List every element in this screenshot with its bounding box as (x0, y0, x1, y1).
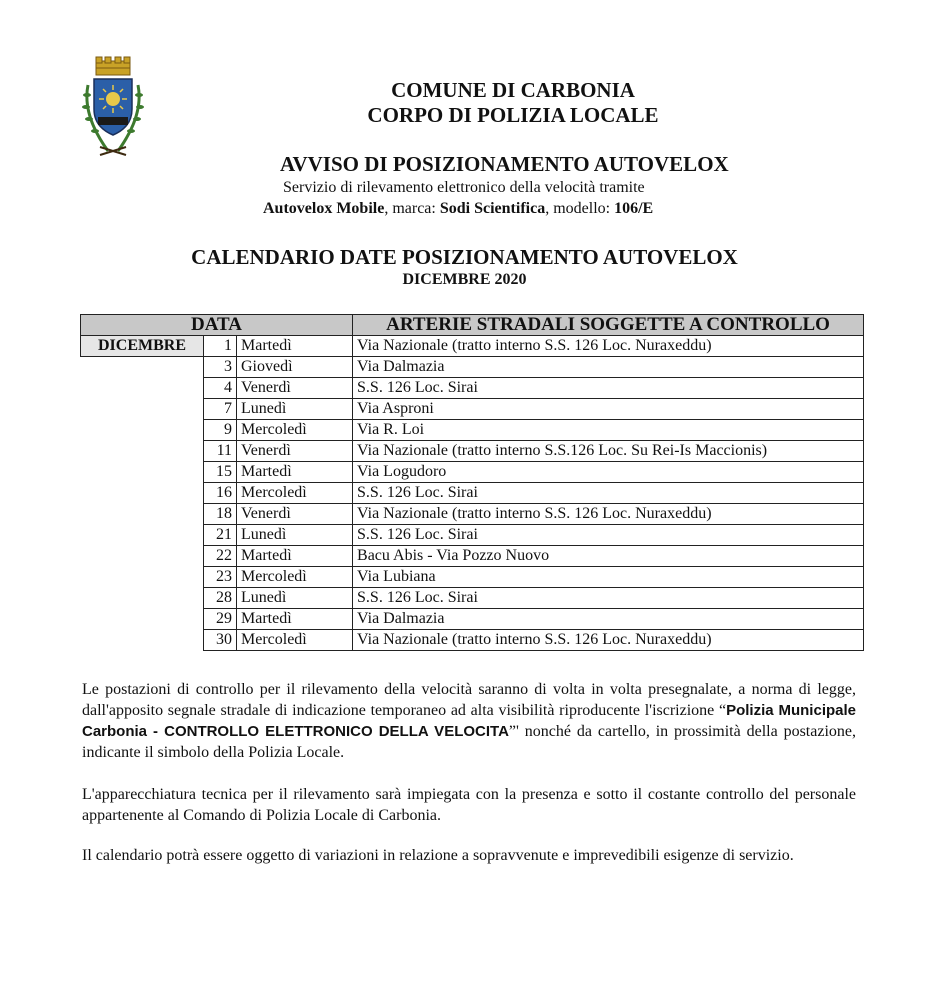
day-cell: 21 (204, 525, 237, 546)
table-header-row (81, 315, 864, 336)
weekday-cell: Mercoledì (237, 567, 353, 588)
table-row (81, 588, 864, 609)
blank-cell (81, 483, 204, 504)
road-cell: Via Dalmazia (353, 609, 864, 630)
road-cell: S.S. 126 Loc. Sirai (353, 588, 864, 609)
weekday-cell: Giovedì (237, 357, 353, 378)
weekday-cell: Martedì (237, 336, 353, 357)
road-cell: S.S. 126 Loc. Sirai (353, 483, 864, 504)
road-cell: Via Logudoro (353, 462, 864, 483)
blank-cell (81, 609, 204, 630)
table-row (81, 630, 864, 651)
service-description: Servizio di rilevamento elettronico della velocità tramite (283, 179, 645, 196)
weekday-cell: Venerdì (237, 504, 353, 525)
signage-text-end: ”' nonché da cartello, in prossimità della postazione, indicante il simbolo della Polizia Locale. (82, 723, 856, 761)
weekday-cell: Venerdì (237, 441, 353, 462)
day-cell: 9 (204, 420, 237, 441)
blank-cell (81, 630, 204, 651)
day-cell: 22 (204, 546, 237, 567)
blank-cell (81, 441, 204, 462)
equipment-paragraph: L'apparecchiatura tecnica per il rilevamento sarà impiegata con la presenza e sotto il costante controllo del personale appartenente al Comando di Polizia Locale di Carbonia. (82, 786, 856, 824)
road-cell: Via Nazionale (tratto interno S.S.126 Loc. Su Rei-Is Maccionis) (353, 441, 864, 462)
signage-paragraph (82, 679, 856, 763)
calendar-month: DICEMBRE 2020 (402, 271, 527, 288)
road-cell: S.S. 126 Loc. Sirai (353, 378, 864, 399)
day-cell: 18 (204, 504, 237, 525)
day-cell: 3 (204, 357, 237, 378)
blank-cell (81, 546, 204, 567)
blank-cell (81, 420, 204, 441)
table-row (81, 609, 864, 630)
blank-cell (81, 462, 204, 483)
police-corps-name: CORPO DI POLIZIA LOCALE (367, 103, 659, 127)
day-cell: 7 (204, 399, 237, 420)
weekday-cell: Lunedì (237, 525, 353, 546)
table-row (81, 462, 864, 483)
road-cell: Via R. Loi (353, 420, 864, 441)
signage-text-start: Le postazioni di controllo per il rilevamento della velocità saranno di volta in volta presegnalate, a norma di legge, dall'apposito segnale stradale di indicazione temporaneo ad alta visibilità riproducente l'iscrizione “ (82, 681, 856, 719)
weekday-cell: Martedì (237, 546, 353, 567)
day-cell: 28 (204, 588, 237, 609)
blank-cell (81, 504, 204, 525)
weekday-cell: Mercoledì (237, 483, 353, 504)
model-label: , modello: (545, 200, 615, 217)
weekday-cell: Venerdì (237, 378, 353, 399)
roads-column-header: ARTERIE STRADALI SOGGETTE A CONTROLLO (353, 315, 864, 336)
day-cell: 16 (204, 483, 237, 504)
speed-camera-schedule-table (80, 314, 864, 651)
table-row (81, 525, 864, 546)
signage-inscription: Polizia Municipale Carbonia - CONTROLLO ELETTRONICO DELLA VELOCITA (82, 702, 857, 740)
blank-cell (81, 567, 204, 588)
variations-paragraph: Il calendario potrà essere oggetto di variazioni in relazione a sopravvenute e imprevedibili esigenze di servizio. (82, 847, 794, 864)
day-cell: 4 (204, 378, 237, 399)
blank-cell (81, 399, 204, 420)
blank-cell (81, 378, 204, 399)
table-row (81, 483, 864, 504)
day-cell: 29 (204, 609, 237, 630)
weekday-cell: Mercoledì (237, 630, 353, 651)
road-cell: Via Nazionale (tratto interno S.S. 126 Loc. Nuraxeddu) (353, 504, 864, 525)
table-row (81, 357, 864, 378)
date-column-header: DATA (81, 315, 353, 336)
device-brand: Sodi Scientifica (439, 200, 546, 217)
weekday-cell: Mercoledì (237, 420, 353, 441)
table-row (81, 378, 864, 399)
day-cell: 23 (204, 567, 237, 588)
weekday-cell: Lunedì (237, 399, 353, 420)
road-cell: Bacu Abis - Via Pozzo Nuovo (353, 546, 864, 567)
road-cell: Via Nazionale (tratto interno S.S. 126 Loc. Nuraxeddu) (353, 630, 864, 651)
day-cell: 15 (204, 462, 237, 483)
weekday-cell: Martedì (237, 609, 353, 630)
blank-cell (81, 588, 204, 609)
municipality-name: COMUNE DI CARBONIA (391, 78, 635, 102)
brand-label: , marca: (384, 200, 440, 217)
coat-of-arms-icon (78, 55, 148, 163)
blank-cell (81, 525, 204, 546)
table-row (81, 420, 864, 441)
day-cell: 30 (204, 630, 237, 651)
road-cell: Via Nazionale (tratto interno S.S. 126 Loc. Nuraxeddu) (353, 336, 864, 357)
road-cell: S.S. 126 Loc. Sirai (353, 525, 864, 546)
table-row (81, 546, 864, 567)
weekday-cell: Lunedì (237, 588, 353, 609)
device-name: Autovelox Mobile (263, 200, 385, 217)
device-description (263, 200, 653, 218)
calendar-title: CALENDARIO DATE POSIZIONAMENTO AUTOVELOX (191, 245, 738, 269)
table-row (81, 567, 864, 588)
municipality-heading (148, 78, 878, 128)
month-label: DICEMBRE (81, 336, 204, 357)
day-cell: 11 (204, 441, 237, 462)
weekday-cell: Martedì (237, 462, 353, 483)
table-row (81, 504, 864, 525)
device-model: 106/E (614, 200, 654, 217)
table-row (81, 336, 864, 357)
blank-cell (81, 357, 204, 378)
table-row (81, 399, 864, 420)
road-cell: Via Asproni (353, 399, 864, 420)
notice-title: AVVISO DI POSIZIONAMENTO AUTOVELOX (280, 152, 729, 176)
road-cell: Via Lubiana (353, 567, 864, 588)
road-cell: Via Dalmazia (353, 357, 864, 378)
day-cell: 1 (204, 336, 237, 357)
table-row (81, 441, 864, 462)
